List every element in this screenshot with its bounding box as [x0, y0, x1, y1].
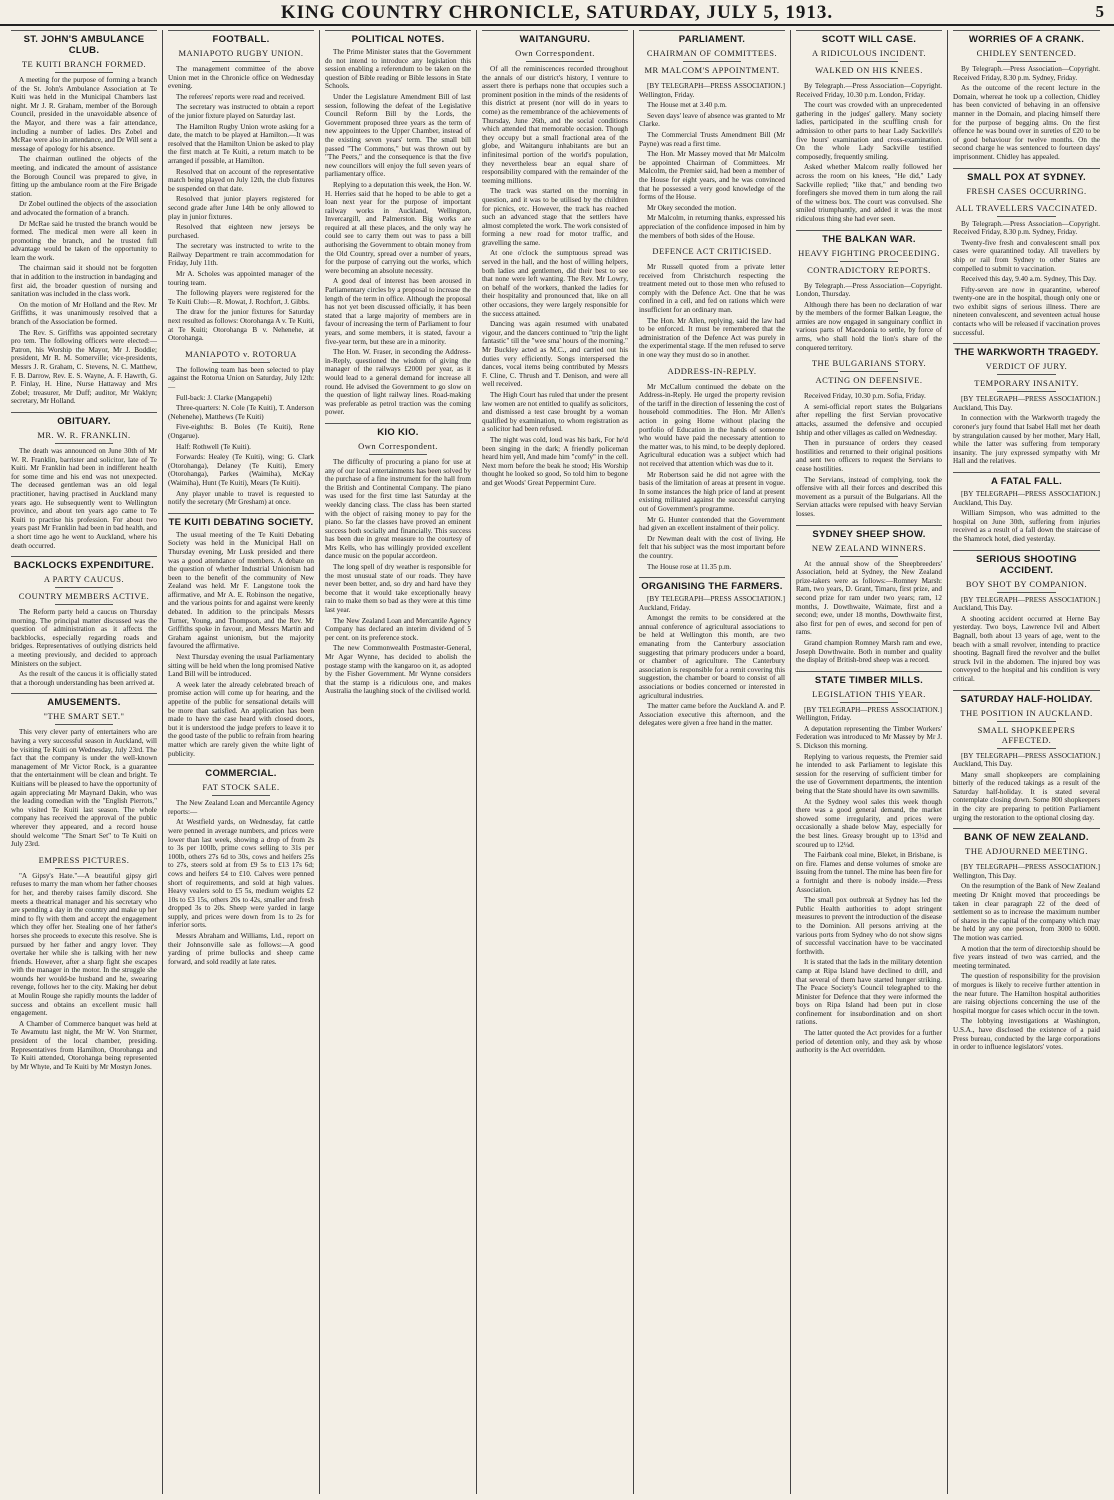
paragraph: Full-back: J. Clarke (Mangapehi): [176, 393, 272, 402]
divider: [55, 443, 113, 444]
article-headline: A FATAL FALL.: [953, 472, 1100, 487]
paragraph: Seven days' leave of absence was granted to Mr Clarke.: [639, 111, 785, 129]
article-headline: FOOTBALL.: [168, 30, 314, 45]
paragraph: The new Commonwealth Postmaster-General, Mr Agar Wynne, has decided to abolish the postage stamp with the kangaroo on it, as adopted by the Fisher Government. Mr Wynne considers that the stamp is a ridiculous one, and makes Australia the laughing stock of the civilised world.: [325, 644, 471, 696]
article-subheading: THE BULGARIANS STORY.: [811, 358, 927, 369]
divider: [683, 78, 741, 79]
paragraph: The usual meeting of the Te Kuiti Debating Society was held in the Municipal Hall on Thursday evening, Mr Lusk presided and there was a good attendance of members. A debate on the question of whether Industrial Unionism had been to the benefit of the community of New Zealand was held. Mr F. Langstone took the affirmative, and Mr A. E. Robinson the negative, and the various points for and against were keenly debated. In addition to the principals Messrs Turner, Young, and Thompson, and the Rev. Mr Griffiths spoke in favour, and Messrs Martin and Graham against unionism, but the majority favoured the affirmative.: [168, 530, 314, 651]
paragraph: Forwards: Healey (Te Kuiti), wing; G. Clark (Otorohanga), Delaney (Te Kuiti), Emery (Otorohanga), Parkes (Waimiha), McKay (Waimiha), Hunt (Te Kuiti), Mears (Te Kuiti).: [168, 453, 314, 487]
article-headline: ORGANISING THE FARMERS.: [639, 577, 785, 592]
article-body: [168, 65, 314, 343]
article-body: [796, 82, 942, 224]
article: [796, 525, 942, 665]
paragraph: [BY TELEGRAPH—PRESS ASSOCIATION.] Wellington, Friday.: [796, 705, 942, 723]
article: [168, 764, 314, 966]
paragraph: The Hamilton Rugby Union wrote asking for a date, the match to be played at Hamilton.—It was resolved that the Hamilton Union be asked to play the first match at Te Kuiti, a return match to be arranged if possible, at Hamilton.: [168, 122, 314, 165]
article-body: [11, 76, 157, 406]
article-subheading: EMPRESS PICTURES.: [38, 854, 130, 865]
paragraph: Dr McRae said he trusted the branch would be formed. The medical men were all keen in promoting the branch, and he trusted full advantage would be taken of the opportunity to learn the work.: [11, 219, 157, 262]
paragraph: Twenty-five fresh and convalescent small pox cases were quarantined today. All travellers by ship or rail from Sydney to other States are compelled to submit to vaccination.: [953, 238, 1100, 273]
paragraph: Any player unable to travel is requested to notify the secretary (Mr Gresham) at once.: [168, 489, 314, 507]
paragraph: At the Sydney wool sales this week though there was a good general demand, the market showed some irregularity, and prices were occasionally a shade below May, especially for the best lines. Greasy brought up to 13½d and scoured up to 12¼d.: [796, 797, 942, 849]
masthead: [0, 0, 1114, 26]
paragraph: [BY TELEGRAPH—PRESS ASSOCIATION.] Auckland, This Day.: [953, 490, 1100, 507]
paragraph: By Telegraph.—Press Association—Copyright. Received Friday, 8.30 p.m. Sydney, Friday.: [953, 65, 1100, 82]
divider: [997, 216, 1056, 217]
paragraph: This very clever party of entertainers who are having a very successful season in Auckland, will be visiting Te Kuiti on Wednesday, July 23rd. The fact that the company is under the well-known management of Mr Victor Rock, is a guarantee that the entertainment will be clean and bright. Te Kuitians will be pleased to have the opportunity of again appreciating Mr Maynard Dakin, who was the leading comedian with the "English Pierrots," who visited Te Kuiti last season. The whole company has received the approval of the public wherever they appeared, and a record house should welcome "The Smart Set" to Te Kuiti on July 23rd.: [11, 728, 157, 849]
paragraph: [BY TELEGRAPH—PRESS ASSOCIATION.] Auckland, This Day.: [953, 751, 1100, 769]
article-subheading: CHAIRMAN OF COMMITTEES.: [646, 48, 778, 58]
paragraph: A Chamber of Commerce banquet was held at Te Awamutu last night, the Mr W. Von Sturmer, president of the local chamber, presiding. Representatives from Hamilton, Otorohanga and Te Kuiti attended, Otorohanga being represented by Mr Whyte, and Te Kuiti by Mr Mostyn Jones.: [11, 1019, 157, 1071]
paragraph: Fifty-seven are now in quarantine, whereof twenty-one are in the hospital, though only one or two exhibit signs of serious illness. There are nineteen convalescent, and seventeen actual house contacts who will be released if vaccination proves successful.: [953, 285, 1100, 337]
divider: [840, 61, 898, 62]
article-body: [953, 220, 1100, 338]
article-body: [11, 447, 157, 550]
article-headline: SERIOUS SHOOTING ACCIDENT.: [953, 550, 1100, 576]
divider: [840, 702, 898, 703]
paragraph: By Telegraph.—Press Association—Copyright. Received Friday, 10.30 p.m. London, Friday.: [796, 82, 942, 99]
article-headline: STATE TIMBER MILLS.: [796, 671, 942, 686]
article-body: [11, 608, 157, 687]
article-subheading: SMALL SHOPKEEPERS AFFECTED.: [977, 724, 1076, 745]
article-body: [953, 596, 1100, 684]
article-subheading: THE POSITION IN AUCKLAND.: [960, 707, 1093, 718]
newspaper-title: KING COUNTRY CHRONICLE, SATURDAY, JULY 5, 1913.: [280, 2, 834, 23]
article-body: [953, 395, 1100, 466]
article-subheading: DEFENCE ACT CRITICISED.: [652, 246, 772, 257]
paragraph: The latter quoted the Act provides for a further period of detention only, and they ask by whose authority is the Act overridden.: [796, 1029, 942, 1055]
article-headline: SATURDAY HALF-HOLIDAY.: [953, 690, 1100, 705]
paragraph: The matter came before the Auckland A. and P. Association executive this afternoon, and the delegates were given a free hand in the matter.: [639, 702, 785, 728]
article-subheading: A RIDICULOUS INCIDENT.: [811, 48, 927, 58]
column-6: [791, 30, 948, 1494]
paragraph: Mr Okey seconded the motion.: [647, 203, 737, 212]
paragraph: [BY TELEGRAPH—PRESS ASSOCIATION.] Wellington, This Day.: [953, 863, 1100, 880]
article-subheading: HEAVY FIGHTING PROCEEDING.: [798, 247, 940, 258]
paragraph: Amongst the remits to be considered at the annual conference of agricultural associations to be held at Wellington this month, are two emanating from the Canterbury association suggesting that primary producers under a board, or chamber of agriculture. The Canterbury association is responsible for a remit covering this suggestion, the chamber or board to consist of all associations or bodies concerned or interested in agricultural industries.: [639, 614, 785, 700]
article-headline: SMALL POX AT SYDNEY.: [953, 168, 1100, 183]
paragraph: The New Zealand Loan and Mercantile Agency Company has declared an interim dividend of 5 per cent. on its preference stock.: [325, 616, 471, 642]
paragraph: Three-quarters: N. Cole (Te Kuiti), T. Anderson (Nehenehe), Matthews (Te Kuiti): [168, 404, 314, 421]
article: [796, 230, 942, 353]
divider: [683, 259, 741, 260]
paragraph: At the annual show of the Sheepbreeders' Association, held at Sydney, the New Zealand prize-takers were as follows:—Romney Marsh: Ram, two years, D. Grant, Timaru, first prize, and second prize for ram under two years; ram, 12 months, J. Dowthwaite, Waimate, first and a second; ewe, under 18 months, Dowthwaite first, also first for pen of ewes, and second for pen of rams.: [796, 559, 942, 637]
paragraph: Half: Rothwell (Te Kuiti).: [176, 442, 251, 451]
paragraph: The night was cold, loud was his bark, For he'd been singing in the dark; A friendly policeman heard him yell, And made him "comfy" in the cell. Next morn before the beak he stood; His Worship thought he looked so good, So told him to begone and get Woods' Great Peppermint Cure.: [482, 435, 628, 487]
paragraph: As the result of the caucus it is officially stated that a thorough understanding has been arrived at.: [11, 670, 157, 687]
paragraph: Received this day, 9.40 a.m. Sydney, This Day.: [961, 275, 1097, 284]
paragraph: The New Zealand Loan and Mercantile Agency reports:—: [168, 799, 314, 816]
paragraph: The secretary was instructed to write to the Railway Department re train accommodation for Friday, July 11th.: [168, 242, 314, 268]
paragraph: Dancing was again resumed with unabated vigour, and the dancers continued to "trip the light fantastic" till the "wee sma' hours of the morning." Mr Buckley acted as M.C., and carried out his duties very efficiently. Songs interspersed the dances, vocal items being contributed by Messrs F. Cline, C. Thrush and T. Denison, and were all well received.: [482, 320, 628, 389]
article-headline: COMMERCIAL.: [168, 764, 314, 779]
divider: [997, 592, 1056, 593]
article: [953, 828, 1100, 1051]
article-subheading: ACTING ON DEFENSIVE.: [815, 375, 923, 386]
paragraph: By Telegraph.—Press Association—Copyright. London, Thursday.: [796, 281, 942, 299]
paragraph: Grand champion Romney Marsh ram and ewe, Joseph Dowthwaite. Both in number and quality the display of British-bred sheep was a record.: [796, 638, 942, 665]
paragraph: The draw for the junior fixtures for Saturday next resulted as follows: Otorohanga A v. Te Kuiti, at Te Kuiti; Otorohanga B v. Nehenehe, at Otorohanga.: [168, 308, 314, 343]
article-body: [953, 65, 1100, 162]
article-headline: SCOTT WILL CASE.: [796, 30, 942, 45]
divider: [683, 61, 741, 62]
article: [168, 30, 314, 343]
paragraph: The question of responsibility for the provision of morgues is likely to receive further attention in the near future. The Hamilton hospital authorities are raising objections concerning the use of the hospital morgue for cases which occur in the town.: [953, 972, 1100, 1015]
divider: [997, 61, 1056, 62]
article-body: [796, 560, 942, 665]
divider: [526, 61, 584, 62]
article-body: [639, 383, 785, 571]
column-5: [634, 30, 791, 1494]
article-headline: OBITUARY.: [11, 412, 157, 427]
paragraph: The track was started on the morning in question, and it was to be utilised by the children for picnics, etc. However, the track has reached such an advanced stage that the settlers have almost completed the work. The work consisted of forming a new road for motor traffic, and gravelling the same.: [482, 187, 628, 247]
article: [168, 513, 314, 758]
article-body: [796, 282, 942, 353]
article-headline: ST. JOHN'S AMBULANCE CLUB.: [11, 30, 157, 56]
paragraph: The Reform party held a caucus on Thursday morning. The principal matter discussed was the question of administration as it affects the backblocks, especially regarding roads and bridges. Representatives of outlying districts held a meeting previously, and decided to approach Ministers on the subject.: [11, 608, 157, 668]
paragraph: A week later the already celebrated breach of promise action will come up for hearing, and the appetite of the public for sensational details will be more than satisfied. An application has been made to have the case heard with closed doors, but it is understood the judge prefers to leave it to the good taste of the public to refrain from hearing matter which are rarely given the white light of publicity.: [168, 680, 314, 758]
paragraph: The chairman outlined the objects of the meeting, and indicated the amount of assistance the Borough Council was prepared to give, in fitting up the ambulance room at the Fire Brigade station.: [11, 155, 157, 198]
article-headline: BACKLOCKS EXPENDITURE.: [11, 556, 157, 571]
divider: [840, 556, 898, 557]
paragraph: [BY TELEGRAPH—PRESS ASSOCIATION.] Auckland, Friday.: [639, 595, 785, 612]
column-2: [163, 30, 320, 1494]
divider: [997, 199, 1056, 200]
article-headline: AMUSEMENTS.: [11, 693, 157, 708]
article-headline: WAITANGURU.: [482, 30, 628, 45]
divider: [840, 371, 898, 372]
article-body: [482, 65, 628, 488]
paragraph: Many small shopkeepers are complaining bitterly of the reduced takings as a result of the Saturday half-holiday. It is stated several contemplate closing down. Some 800 shopkeepers in the city are preparing to petition Parliament urging the restoration to the optional closing day.: [953, 770, 1100, 822]
article-subheading: FRESH CASES OCCURRING.: [966, 185, 1087, 196]
article: [325, 30, 471, 417]
paragraph: Mr Russell quoted from a private letter received from Christchurch respecting the treatment meted out to those men who refused to comply with the Defence Act. One that he was confined in a cell, and fed on rations which were insufficient for an ordinary man.: [639, 263, 785, 315]
paragraph: Mr Robertson said he did not agree with the basis of the limitation of areas at present in vogue. In some instances the high price of land at present existing militated against the successful carrying out of Government's programme.: [639, 470, 785, 513]
article: [11, 412, 157, 550]
paragraph: The High Court has ruled that under the present law women are not entitled to qualify as solicitors, and dismissed a test case brought by a woman qualified by examination, to whom registration as a solicitor had been refused.: [482, 390, 628, 434]
paragraph: Dr Newman dealt with the cost of living. He felt that his subject was the most important before the country.: [639, 534, 785, 560]
paragraph: At Westfield yards, on Wednesday, fat cattle were penned in average numbers, and prices were lower than last week, showing a drop of from 2s to 3s per 100lb, prime cows selling to 31s per 100lb, others 27s 6d to 30s, cows and heifers 25s to 27s, steers sold at from £9 5s to £13 17s 6d; cows and heifers £4 to £10. Calves were penned short of requirements, and sold at high values. Heavy vealers sold to £5 5s, medium weights £2 10s to £3 15s, others 20s to 42s, smaller and fresh dropped 3s to 20s. Sheep were yarded in large supply, and prices were down from 1s to 2s for inferior sorts.: [168, 818, 314, 930]
paragraph: Mr A. Scholes was appointed manager of the touring team.: [168, 270, 314, 287]
article-body: [168, 366, 314, 507]
article: [796, 671, 942, 1055]
paragraph: Messrs Abraham and Williams, Ltd., report on their Johnsonville sale as follows:—A good yarding of prime bullocks and sheep came forward, and sold readily at late rates.: [168, 932, 314, 966]
divider: [212, 795, 270, 796]
paragraph: A shooting accident occurred at Herne Bay yesterday. Two boys, Lawrence Ivil and Albert Bagnall, both about 13 years of age, went to the beach with a small revolver, intending to practice shooting. Bagnall fired the revolver and the bullet struck Ivil in the abdomen. The injured boy was conveyed to the hospital and his condition is very critical.: [953, 614, 1100, 683]
paragraph: A good deal of interest has been aroused in Parliamentary circles by a proposal to increase the length of the term in office. Although the proposal has not yet been discussed officially, it has been stated that a large majority of members are in favour of increasing the term of Parliament to four years, and some members, it is stated, favour a five-year term, but these are in a minority.: [325, 277, 471, 346]
article: [796, 30, 942, 224]
article: [953, 550, 1100, 684]
divider: [55, 587, 113, 588]
article-subheading: MR. W. R. FRANKLIN.: [37, 429, 131, 440]
article-body: [325, 48, 471, 417]
article-headline: SYDNEY SHEEP SHOW.: [796, 525, 942, 540]
paragraph: The Rev. S. Griffiths was appointed secretary pro tem. The following officers were elected:— Patron, his Worship the Mayor, Mr J. Boddie; president, Mr R. M. Somerville; vice-presidents, Messrs J. R. Graham, C. Stevens, N. C. Matthew, F. B. Darrow, Rev. E. S. Wayne, A. F. Hawrth, G. P. Finlay, H. Hine, Nurse Hattaway and Mrs Zobel; treasurer, Mr Duff; auditor, Mr Waklyn; secretary, Mr Holland.: [11, 328, 157, 406]
paragraph: Asked whether Malcom really followed her across the room on his knees, "He did," Lady Sackville replied; "like that," and bending two forefingers she moved them in turn along the rail of the witness box. The court was convulsed. She smiled triumphantly, and added it was the most ridiculous thing she had ever seen.: [796, 163, 942, 223]
column-4: [477, 30, 634, 1494]
divider: [997, 859, 1056, 860]
article-subheading: VERDICT OF JURY.: [985, 361, 1068, 372]
divider: [997, 374, 1056, 375]
article-body: [168, 799, 314, 966]
article: [639, 366, 785, 571]
article-body: [796, 706, 942, 1055]
divider: [55, 868, 113, 869]
paragraph: Received Friday, 10.30 p.m. Sofia, Friday.: [804, 392, 926, 401]
divider: [212, 61, 270, 62]
page-number: 5: [1095, 2, 1104, 21]
paragraph: Of all the reminiscences recorded throughout the annals of our district's history, I venture to assert there is perhaps none that occupies such a prominent position in the minds of the residents of this district at present (nor will do in years to come) as the remembrance of the achievements of Thursday, June 26th, and the social conditions which attended that memorable occasion. Though they occupy but a small fractional area of the globe, and Waitanguru inhabitants are but an infinitesimal portion of the world's population, they nevertheless bear an equal share of responsibility compared with the remainder of the teeming millions.: [482, 65, 628, 185]
article: [953, 343, 1100, 466]
article-subheading: ALL TRAVELLERS VACCINATED.: [955, 202, 1098, 213]
columns-container: [6, 30, 1108, 1494]
article-body: [953, 863, 1100, 1051]
paragraph: The following players were registered for the Te Kuiti Club:—R. Mowat, J. Rochfort, J. Gibbs.: [168, 289, 314, 306]
paragraph: Replying to various requests, the Premier said he intended to ask Parliament to legislate this session for the reserving of sufficient timber for the use of Government departments, the intention being that the State should have its own sawmills.: [796, 752, 942, 796]
article-subheading: ADDRESS-IN-REPLY.: [667, 365, 757, 376]
paragraph: A motion that the term of directorship should be five years instead of two was carried, and the meeting terminated.: [953, 944, 1100, 970]
column-3: [320, 30, 477, 1494]
divider: [997, 391, 1056, 392]
paragraph: Resolved that eighteen new jerseys be purchased.: [168, 223, 314, 240]
paragraph: [BY TELEGRAPH—PRESS ASSOCIATION.] Auckland, This Day.: [953, 395, 1100, 412]
article-subheading: MR MALCOM'S APPOINTMENT.: [644, 65, 780, 75]
paragraph: Although there has been no declaration of war by the members of the former Balkan League, the armies are now engaged in sanguinary conflict in various parts of Macedonia to settle, by force of arms, who shall hold the lion's share of the conquered territory.: [796, 300, 942, 352]
article-body: [325, 458, 471, 696]
paragraph: The House met at 3.40 p.m.: [647, 101, 727, 110]
article: [11, 855, 157, 1072]
article-headline: KIO KIO.: [325, 423, 471, 438]
paragraph: On the resumption of the Bank of New Zealand meeting Dr Knight moved that proceedings be taken in clear paragraph 22 of the deed of settlement so as to increase the maximum number of shares in the capital of the company which may be held by any one person, from 3000 to 6000. The motion was carried.: [953, 882, 1100, 942]
paragraph: The small pox outbreak at Sydney has led the Public Health authorities to adopt stringent measures to prevent the introduction of the disease to the Dominion. All persons arriving at the various ports from Sydney who do not show signs of successful vaccination have to be vaccinated forthwith.: [796, 896, 942, 956]
article-subheading: COUNTRY MEMBERS ACTIVE.: [18, 591, 150, 602]
article-subheading: A PARTY CAUCUS.: [43, 574, 125, 585]
paragraph: [BY TELEGRAPH—PRESS ASSOCIATION.] Auckland, This Day.: [953, 595, 1100, 613]
article-subheading: THE ADJOURNED MEETING.: [965, 846, 1088, 857]
article-subheading: Own Correspondent.: [358, 440, 438, 451]
column-7: [948, 30, 1105, 1494]
article-headline: TE KUITI DEBATING SOCIETY.: [168, 513, 314, 528]
article-subheading: MANIAPOTO v. ROTORUA: [185, 348, 297, 359]
paragraph: The lobbying investigations at Washington, U.S.A., have disclosed the existence of a paid Press bureau, conducted by the large corporations in order to influence legislators' votes.: [953, 1017, 1100, 1052]
article-subheading: FAT STOCK SALE.: [202, 782, 280, 793]
divider: [840, 78, 898, 79]
divider: [369, 454, 427, 455]
paragraph: Mr G. Hunter contended that the Government had given an excellent instalment of their policy.: [639, 515, 785, 533]
divider: [840, 388, 898, 389]
paragraph: The House rose at 11.35 p.m.: [647, 562, 732, 571]
paragraph: Under the Legislature Amendment Bill of last session, following the defeat of the Legislative Council Reform Bill by the Lords, the Government proposed three years as the term of new appointees to the Upper Chamber, instead of the existing seven years' term. The small bill passed "The Commons," but was thrown out by "The Peers," and the consequence is that the five new councillors will enjoy the full seven years of parliamentary office.: [325, 92, 471, 179]
paragraph: The Servians, instead of complying, took the offensive with all their forces and described this movement as a pursuit of the Bulgarians. All the Servian attacks were repulsed with heavy Servian losses.: [796, 475, 942, 518]
column-1: [6, 30, 163, 1494]
article: [11, 693, 157, 848]
paragraph: The Commercial Trusts Amendment Bill (Mr Payne) was read a first time.: [639, 130, 785, 148]
paragraph: The referees' reports were read and received.: [176, 92, 305, 101]
article: [11, 556, 157, 687]
article-subheading: CONTRADICTORY REPORTS.: [807, 264, 931, 275]
article-body: [639, 263, 785, 360]
article: [953, 472, 1100, 544]
paragraph: The secretary was instructed to obtain a report of the junior fixture played on Saturday last.: [168, 103, 314, 120]
paragraph: Resolved that on account of the representative match being played on July 12th, the club fixtures be suspended on that date.: [168, 167, 314, 193]
paragraph: As the outcome of the recent lecture in the Domain, whereat he took up a collection, Chidley has been convicted of behaving in an offensive manner in the Domain, and placing himself there for the purpose of begging alms. On the first offence he was bound over in sureties of £20 to be of good behaviour for twelve months. On the second charge he was sentenced to fourteen days' imprisonment. Chidley has appealed.: [953, 84, 1100, 161]
paragraph: In connection with the Warkworth tragedy the coroner's jury found that Isabel Hall met her death by strangulation caused by her mother, Mary Hall, while the latter was suffering from temporary insanity. The jury expressed sympathy with Mr Hall and the relatives.: [953, 414, 1100, 466]
divider: [55, 604, 113, 605]
article: [639, 577, 785, 728]
divider: [55, 72, 113, 73]
paragraph: Mr McCallum continued the debate on the Address-in-Reply. He urged the property revision of the tariff in the direction of lessening the cost of household commodities. The Hon. Mr Allen's action in going Home without placing the portfolio of Education in the hands of someone who would have paid the necessary attention to the matter was, to his mind, to be deeply deplored. Agricultural education was a subject which had not received that attention which was due to it.: [639, 382, 785, 468]
article: [639, 246, 785, 360]
paragraph: Resolved that junior players registered for second grade after June 14th be only allowed to play in junior fixtures.: [168, 195, 314, 221]
article-body: [796, 392, 942, 518]
divider: [55, 724, 113, 725]
article: [639, 30, 785, 240]
paragraph: A meeting for the purpose of forming a branch of the St. John's Ambulance Association at Te Kuiti was held in the Municipal Chambers last night. Mr J. R. Graham, member of the Borough Council, presided in the unavoidable absence of the Mayor, and there was a fair attendance, including a number of ladies. Drs Zobel and McRae were also in attendance, and Dr Will sent a message of apology for his absence.: [11, 76, 157, 153]
article-subheading: WALKED ON HIS KNEES.: [815, 65, 923, 75]
paragraph: The Hon. Mr Massey moved that Mr Malcolm be appointed Chairman of Committees. Mr Malcolm, the Premier said, had been a member of the House for eight years, and he was convinced that he possessed a very good knowledge of the forms of the House.: [639, 150, 785, 202]
paragraph: At one o'clock the sumptuous spread was served in the hall, and the host of willing helpers, both ladies and gentlemen, did their best to see that none were left wanting. The Rev. Mr Lowry, on behalf of the workers, thanked the ladies for their hospitality and pronounced that, like on all other occasions, they were largely responsible for the success attained.: [482, 249, 628, 318]
article-subheading: LEGISLATION THIS YEAR.: [812, 688, 926, 699]
article-body: [953, 752, 1100, 823]
paragraph: Next Thursday evening the usual Parliamentary sitting will be held when the long promised Native Land Bill will be introduced.: [168, 653, 314, 679]
paragraph: A deputation representing the Timber Workers' Federation was introduced to Mr Massey by Mr J. S. Dickson this morning.: [796, 724, 942, 751]
paragraph: The Fairbank coal mine, Bleket, in Brisbane, is on fire. Flames and dense volumes of smoke are issuing from the tunnel. The mine has been fire for a fortnight and there is nobody inside.—Press Association.: [796, 851, 942, 894]
article-body: [639, 82, 785, 240]
paragraph: The long spell of dry weather is responsible for the most unusual state of our roads. They have never been better, and, so dry and hard have they become that it would take exceptionally heavy rain to make them so bad as they were at this time last year.: [325, 563, 471, 615]
article-body: [11, 728, 157, 848]
article-headline: PARLIAMENT.: [639, 30, 785, 45]
divider: [683, 379, 741, 380]
article-body: [953, 490, 1100, 544]
article: [168, 349, 314, 507]
paragraph: On the motion of Mr Holland and the Rev. Mr Griffiths, it was unanimously resolved that a branch of the Association be formed.: [11, 300, 157, 327]
article-body: [168, 531, 314, 758]
article-headline: THE WARKWORTH TRAGEDY.: [953, 343, 1100, 358]
article-subheading: "THE SMART SET.": [43, 711, 125, 722]
article: [11, 30, 157, 406]
paragraph: The difficulty of procuring a piano for use at any of our local entertainments has been solved by the purchase of a fine instrument for the hall from the British and Continental Company. The piano was used for the first time last Saturday at the weekly dancing class. The class has been started with the object of raising money to pay for the piano. So far the classes have proved an eminent success both socially and financially. This success has been due in great measure to the courtesy of Mrs Kells, who has willingly provided excellent dance music on the popular accordeon.: [325, 457, 471, 561]
article-body: [11, 872, 157, 1072]
paragraph: The Hon. Mr Allen, replying, said the law had to be enforced. It must be remembered that the administration of the Defence Act was purely in the experimental stage. If the men refused to serve in one way they must do so in another.: [639, 316, 785, 360]
paragraph: The management committee of the above Union met in the Chronicle office on Wednesday evening.: [168, 65, 314, 91]
divider: [997, 721, 1056, 722]
divider: [997, 748, 1056, 749]
article-subheading: CHIDLEY SENTENCED.: [976, 48, 1077, 58]
article: [953, 168, 1100, 338]
article-body: [639, 595, 785, 728]
paragraph: [BY TELEGRAPH—PRESS ASSOCIATION.] Wellington, Friday.: [639, 82, 785, 99]
article-headline: BANK OF NEW ZEALAND.: [953, 828, 1100, 843]
paragraph: By Telegraph.—Press Association—Copyright. Received Friday, 8.30 p.m. Sydney, Friday.: [953, 219, 1100, 237]
article-headline: WORRIES OF A CRANK.: [953, 30, 1100, 45]
paragraph: Five-eighths: B. Boles (Te Kuiti), Rene (Ongarue).: [168, 423, 314, 440]
paragraph: The Hon. W. Fraser, in seconding the Address-in-Reply, questioned the wisdom of giving the manager of the railways £2000 per year, as it would lead to a general demand for increase all round. He advised the Government to go slow on the question of light railway lines. Road-making was preferable as petrol traction was the coming power.: [325, 348, 471, 417]
paragraph: The following team has been selected to play against the Rotorua Union on Saturday, July 12th:—: [168, 365, 314, 391]
article: [953, 30, 1100, 162]
paragraph: "A Gipsy's Hate."—A beautiful gipsy girl refuses to marry the man whom her father chooses for her, and thereby raises family discord. She meets a theatrical manager and his secretary who are spending a day in the country and make up her mind to fly with them and accept the engagement which they offer her. Stealing one of her father's horses she proceeds to execute this resolve. She is pursued by her father and angry lover. They overtake her while she is talking with her new friends. However, after a sharp fight she escapes with the manager in the motor. In the struggle she wounds her would-be husband and he, swearing revenge, follows her to the city. Making her debut at Moulin Rouge she rapidly mounts the ladder of success and obtains an excellent music hall engagement.: [11, 871, 157, 1018]
article: [482, 30, 628, 488]
article: [953, 690, 1100, 823]
paragraph: A semi-official report states the Bulgarians after repelling the first Servian provocative attacks, assumed the defensive and occupied Ishtip and other villages as called on Wednesday.: [796, 402, 942, 437]
article-subheading: NEW ZEALAND WINNERS.: [811, 542, 927, 553]
article-subheading: Own Correspondent.: [515, 48, 595, 58]
paragraph: Then in pursuance of orders they ceased hostilities and returned to their original positions and sent two officers to request the Servians to cease hostilities.: [796, 439, 942, 473]
paragraph: William Simpson, who was admitted to the hospital on June 30th, suffering from injuries received as a result of a fall down the staircase of the Shamrock hotel, died yesterday.: [953, 509, 1100, 543]
article-subheading: MANIAPOTO RUGBY UNION.: [178, 48, 304, 58]
divider: [840, 261, 898, 262]
article: [796, 358, 942, 518]
article-subheading: BOY SHOT BY COMPANION.: [965, 578, 1088, 589]
article-subheading: TEMPORARY INSANITY.: [974, 378, 1079, 389]
divider: [840, 278, 898, 279]
paragraph: Replying to a deputation this week, the Hon. W. H. Herries said that he hoped to be able to get a loan next year for the purpose of important railway works in Auckland, Wellington, Invercargill, and Palmerston. Big works are required at all these places, and the only way he could see to carry them out was to pass a bill authorising the Government to obtain money from the Old Country, spread over a number of years, for the purpose of carrying out the works, which were becoming an absolute necessity.: [325, 180, 471, 275]
paragraph: The Prime Minister states that the Government do not intend to introduce any legislation this session enabling a referendum to be taken on the question of Bible reading or Bible lessons in State Schools.: [325, 48, 471, 91]
paragraph: Mr Malcolm, in returning thanks, expressed his appreciation of the confidence imposed in him by the members of both sides of the House.: [639, 214, 785, 240]
paragraph: The death was announced on June 30th of Mr W. R. Franklin, barrister and solicitor, late of Te Kuiti. Mr Franklin had been in indifferent health for some time and his end was not unexpected. The deceased gentleman was an old legal practitioner, having practised in Auckland many years ago. He subsequently went to Wellington province, and about ten years ago came to Te Kuiti to practise his profession. For about two years past Mr Franklin had been in bad health, and a short time ago he went to Auckland, where his death occurred.: [11, 446, 157, 550]
paragraph: It is stated that the lads in the military detention camp at Ripa Island have declined to drill, and that several of them have started hunger striking. The Peace Society's Council telegraphed to the Minister for Defence that they were informed the boys on Ripa Island had been put in close confinement for insubordination and on short rations.: [796, 958, 942, 1027]
paragraph: Dr Zobel outlined the objects of the association and advocated the formation of a branch.: [11, 200, 157, 217]
article: [325, 423, 471, 696]
paragraph: The chairman said it should not be forgotten that in addition to the instruction in bandaging and first aid, the broader question of nursing and sanitation was included in the class work.: [11, 264, 157, 299]
paragraph: The court was crowded with an unprecedented gathering in the judges' gallery. Many society ladies, participated in the scuffling crush for admission to other parts to hear Lady Sackville's five hours' examination and cross-examination. On the whole Lady Sackville testified composedly, frequently smiling.: [796, 101, 942, 161]
article-subheading: TE KUITI BRANCH FORMED.: [21, 59, 147, 69]
divider: [212, 362, 270, 363]
article-headline: THE BALKAN WAR.: [796, 230, 942, 245]
article-headline: POLITICAL NOTES.: [325, 30, 471, 45]
